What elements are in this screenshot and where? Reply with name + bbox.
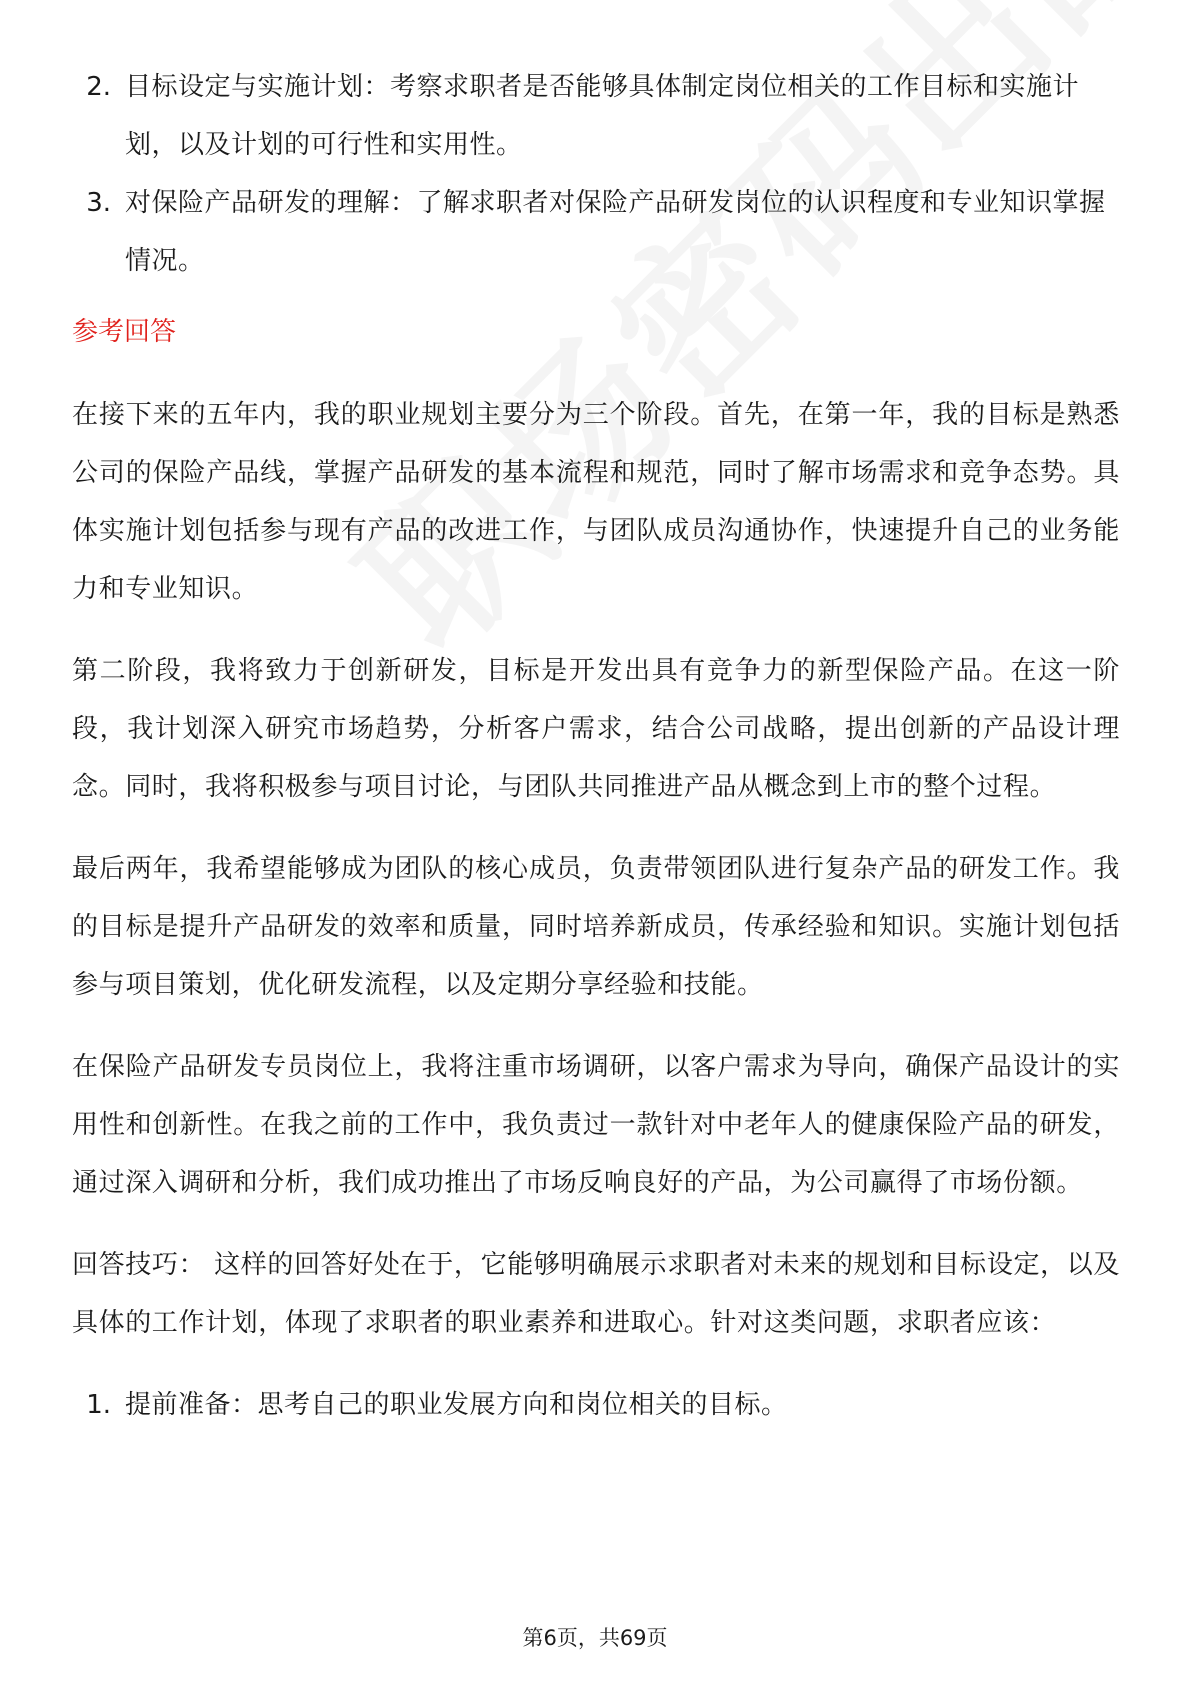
list-item xyxy=(72,1376,1120,1434)
list-item-desc: 考察求职者是否能够具体制定岗位相关的工作目标和实施计划，以及计划的可行性和实用性。 xyxy=(125,72,1080,160)
answer-paragraph: 最后两年，我希望能够成为团队的核心成员，负责带领团队进行复杂产品的研发工作。我的目标是提升产品研发的效率和质量，同时培养新成员，传承经验和知识。实施计划包括参与项目策划，优化研发流程，以及定期分享经验和技能。 xyxy=(72,854,1120,1000)
list-number: 1. xyxy=(86,1390,111,1420)
list-number: 2. xyxy=(86,72,111,102)
list-number: 3. xyxy=(86,188,111,218)
list-item-term: 目标设定与实施计划： xyxy=(125,72,391,102)
answer-paragraph: 第二阶段，我将致力于创新研发，目标是开发出具有竞争力的新型保险产品。在这一阶段，我计划深入研究市场趋势，分析客户需求，结合公司战略，提出创新的产品设计理念。同时，我将积极参与项目讨论，与团队共同推进产品从概念到上市的整个过程。 xyxy=(72,656,1120,802)
document-body xyxy=(72,58,1120,1434)
list-item-text xyxy=(125,174,1120,290)
page-number: 第6页，共69页 xyxy=(522,1626,668,1650)
list-item xyxy=(72,58,1120,174)
list-item-text xyxy=(125,58,1120,174)
list-item-term: 对保险产品研发的理解： xyxy=(125,188,417,218)
list-item-text xyxy=(125,1376,1120,1434)
list-item xyxy=(72,174,1120,290)
list-item-term: 提前准备： xyxy=(125,1390,258,1420)
answer-paragraph: 在保险产品研发专员岗位上，我将注重市场调研，以客户需求为导向，确保产品设计的实用性和创新性。在我之前的工作中，我负责过一款针对中老年人的健康保险产品的研发，通过深入调研和分析，我们成功推出了市场反响良好的产品，为公司赢得了市场份额。 xyxy=(72,1052,1120,1198)
answer-paragraph: 在接下来的五年内，我的职业规划主要分为三个阶段。首先，在第一年，我的目标是熟悉公司的保险产品线，掌握产品研发的基本流程和规范，同时了解市场需求和竞争态势。具体实施计划包括参与现有产品的改进工作，与团队成员沟通协作，快速提升自己的业务能力和专业知识。 xyxy=(72,400,1120,604)
list-item-desc: 思考自己的职业发展方向和岗位相关的目标。 xyxy=(257,1390,788,1420)
tips-paragraph: 回答技巧： 这样的回答好处在于，它能够明确展示求职者对未来的规划和目标设定，以及具体的工作计划，体现了求职者的职业素养和进取心。针对这类问题，求职者应该： xyxy=(72,1250,1120,1338)
list-item-desc: 了解求职者对保险产品研发岗位的认识程度和专业知识掌握情况。 xyxy=(125,188,1106,276)
section-heading: 参考回答 xyxy=(72,317,177,347)
